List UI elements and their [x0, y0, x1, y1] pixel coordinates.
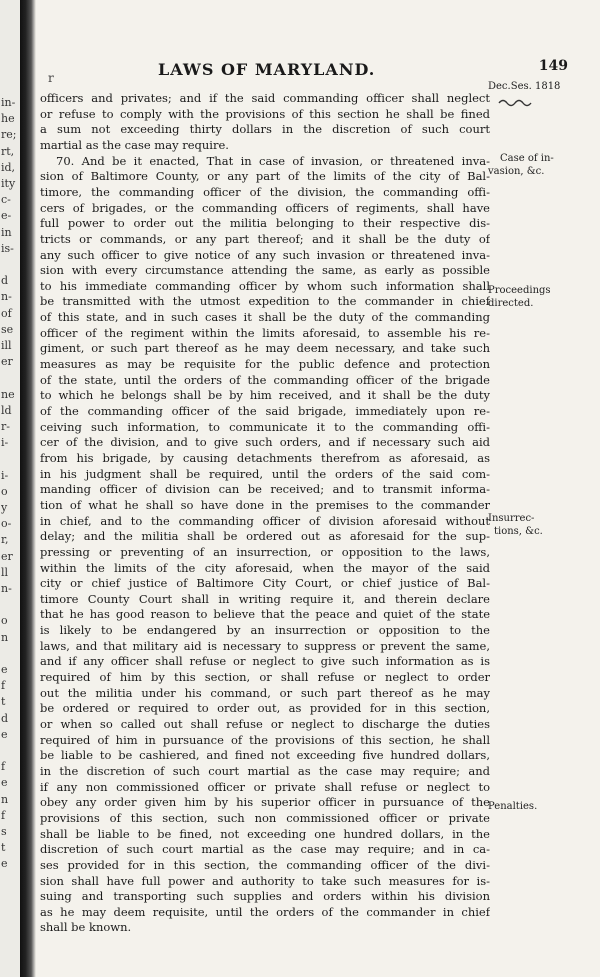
- text-line: martial as the case may require.: [40, 137, 229, 152]
- text-line: out the militia under his command, or such part thereof as he may: [40, 685, 490, 700]
- bleed-fragment: ity: [1, 177, 16, 190]
- bleed-fragment: r-: [1, 420, 10, 433]
- bleed-fragment: he: [1, 112, 15, 126]
- text-line: or refuse to comply with the provisions of this section he shall be fined: [40, 106, 490, 121]
- text-line: officer of the regiment within the limits aforesaid, to assemble his re-: [40, 325, 490, 340]
- bleed-fragment: t: [1, 841, 6, 855]
- text-line: of the commanding officer of the said brigade, immediately upon re-: [40, 404, 490, 418]
- bleed-fragment: id,: [1, 160, 16, 174]
- bleed-fragment: t: [1, 695, 6, 709]
- bleed-fragment: f: [1, 760, 6, 774]
- text-line: sion of Baltimore County, or any part of the limits of the city of Bal-: [40, 169, 490, 184]
- bleed-fragment: er: [1, 355, 13, 369]
- text-line: full power to order out the militia belonging to their respective dis-: [40, 216, 490, 231]
- running-title: LAWS OF MARYLAND.: [158, 60, 376, 79]
- margin-note-case-of-invasion: vasion, &c.: [488, 166, 545, 177]
- text-line: city or chief justice of Baltimore City Court, or chief justice of Bal-: [40, 576, 490, 591]
- text-line: be ordered or required to order out, as provided for in this section,: [40, 701, 490, 716]
- bleed-fragment: rt,: [1, 144, 15, 158]
- bleed-fragment: is-: [1, 241, 14, 255]
- text-line: cer of the division, and to give such orders, and if necessary such aid: [40, 435, 490, 450]
- text-line: a sum not exceeding thirty dollars in the discretion of such court: [40, 122, 490, 137]
- text-line: from his brigade, by causing detachments therefrom as aforesaid, as: [40, 450, 490, 465]
- margin-note-case-of-invasion: Case of in-: [500, 153, 554, 164]
- text-line: as he may deem requisite, until the orders of the commander in chief: [40, 904, 490, 919]
- margin-note-insurrections: Insurrec-: [488, 513, 535, 524]
- text-line: timore, the commanding officer of the division, the commanding offi-: [40, 184, 490, 199]
- bleed-fragment: r,: [1, 533, 9, 547]
- text-line: required of him by this section, or shall refuse or neglect to order: [40, 670, 490, 685]
- bleed-fragment: ld: [1, 403, 12, 417]
- bleed-fragment: i-: [1, 436, 9, 450]
- bleed-fragment: n-: [1, 290, 12, 304]
- text-line: sion with every circumstance attending the same, as early as possible: [40, 263, 490, 278]
- bleed-fragment: er: [1, 549, 13, 563]
- text-line: obey any order given him by his superior officer in pursuance of the: [40, 795, 490, 810]
- bleed-fragment: e: [1, 857, 8, 871]
- bleed-fragment: re;: [1, 128, 17, 142]
- bleed-fragment: f: [1, 808, 6, 822]
- margin-note-insurrections: tions, &c.: [494, 526, 543, 537]
- text-line: to his immediate commanding officer by whom such information shall: [40, 278, 490, 293]
- binding-gutter: [20, 0, 36, 977]
- bleed-fragment: i-: [1, 468, 9, 482]
- body-text: [40, 90, 490, 935]
- margin-note-session: Dec.Ses. 1818: [488, 81, 561, 92]
- text-line: officers and privates; and if the said commanding officer shall neglect: [40, 91, 490, 105]
- text-line: within the limits of the city aforesaid, when the mayor of the said: [40, 560, 490, 575]
- text-line: to which he belongs shall be by him received, and it shall be the duty: [40, 388, 490, 403]
- text-line: of the state, until the orders of the commanding officer of the brigade: [40, 372, 490, 387]
- bleed-fragment: e: [1, 727, 8, 741]
- bleed-fragment: se: [1, 322, 14, 336]
- text-line: shall be liable to be fined, not exceeding one hundred dollars, in the: [40, 826, 490, 841]
- bleed-fragment: ill: [1, 339, 12, 352]
- bleed-fragment: s: [1, 825, 7, 838]
- margin-note-penalties: Penalties.: [488, 801, 538, 812]
- bleed-fragment: e: [1, 776, 8, 790]
- bleed-fragment: e: [1, 663, 8, 676]
- bleed-fragment: y: [1, 501, 8, 514]
- text-line: be liable to be cashiered, and fined not exceeding five hundred dollars,: [40, 748, 490, 763]
- bleed-fragment: n: [1, 792, 9, 806]
- text-line: if any non commissioned officer or private shall refuse or neglect to: [40, 779, 490, 794]
- text-line: or when so called out shall refuse or neglect to discharge the duties: [40, 717, 490, 731]
- text-line: ses provided for in this section, the commanding officer of the divi-: [40, 857, 490, 872]
- text-line: ceiving such information, to communicate it to the commanding offi-: [40, 419, 490, 434]
- bleed-fragment: d: [1, 711, 9, 725]
- text-line: cers of brigades, or the commanding officers of regiments, shall have: [40, 200, 490, 215]
- bleed-fragment: in: [1, 225, 12, 239]
- text-line: laws, and that military aid is necessary to suppress or prevent the same,: [40, 638, 490, 653]
- text-line: discretion of such court martial as the case may require; and in ca-: [40, 842, 490, 857]
- bleed-fragment: in-: [1, 96, 16, 109]
- text-line: tricts or commands, or any part thereof; and it shall be the duty of: [40, 231, 490, 246]
- bleed-fragment: d: [1, 274, 9, 288]
- bleed-fragment: c-: [1, 193, 11, 207]
- facing-page-bleed: [0, 0, 20, 977]
- corner-mark: r: [48, 71, 54, 85]
- bleed-fragment: f: [1, 679, 6, 693]
- text-line: shall be known.: [40, 920, 132, 935]
- text-line: pressing or preventing of an insurrection, or opposition to the laws,: [40, 544, 490, 559]
- bleed-fragment: e-: [1, 209, 12, 223]
- ornament-squiggle: [498, 98, 532, 108]
- text-line: is likely to be endangered by an insurrection or opposition to the: [40, 623, 490, 638]
- bleed-fragment: o-: [1, 517, 12, 531]
- bleed-fragment: o: [1, 614, 8, 628]
- text-line: in chief, and to the commanding officer of division aforesaid without: [40, 513, 490, 528]
- margin-note-proceedings-directed: directed.: [488, 298, 534, 309]
- text-line: be transmitted with the utmost expedition to the commander in chief: [40, 294, 490, 309]
- text-line: and if any officer shall refuse or neglect to give such information as is: [40, 654, 490, 669]
- text-line: suing and transporting such supplies and orders within his division: [40, 889, 490, 904]
- text-line: sion shall have full power and authority to take such measures for is-: [40, 873, 490, 888]
- bleed-fragment: n-: [1, 582, 12, 595]
- text-line: 70. And be it enacted, That in case of invasion, or threatened inva-: [56, 153, 490, 168]
- text-line: giment, or such part thereof as he may deem necessary, and take such: [40, 341, 490, 356]
- bleed-fragment: n: [1, 630, 9, 644]
- text-line: manding officer of division can be received; and to transmit informa-: [40, 482, 490, 497]
- text-line: that he has good reason to believe that the peace and quiet of the state: [40, 607, 490, 622]
- text-line: in his judgment shall be required, until the orders of the said com-: [40, 466, 490, 481]
- text-line: measures as may be requisite for the public defence and protection: [40, 357, 490, 372]
- bleed-fragment: o: [1, 484, 8, 498]
- page-header: [40, 58, 568, 85]
- margin-note-proceedings-directed: Proceedings: [488, 285, 551, 296]
- bleed-fragment: ne: [1, 387, 15, 401]
- text-line: provisions of this section, such non commissioned officer or private: [40, 810, 490, 825]
- text-line: tion of what he shall so have done in the premises to the commander: [40, 497, 490, 512]
- text-line: in the discretion of such court martial as the case may require; and: [40, 763, 490, 778]
- text-line: delay; and the militia shall be ordered out as aforesaid for the sup-: [40, 529, 490, 544]
- text-line: required of him in pursuance of the provisions of this section, he shall: [40, 732, 490, 747]
- page-number: 149: [538, 58, 568, 74]
- bleed-fragment: ll: [1, 565, 9, 579]
- text-line: any such officer to give notice of any such invasion or threatened inva-: [40, 247, 490, 262]
- bleed-fragment: of: [1, 306, 12, 320]
- text-line: timore County Court shall in writing require it, and therein declare: [40, 591, 490, 606]
- text-line: of this state, and in such cases it shall be the duty of the commanding: [40, 310, 490, 325]
